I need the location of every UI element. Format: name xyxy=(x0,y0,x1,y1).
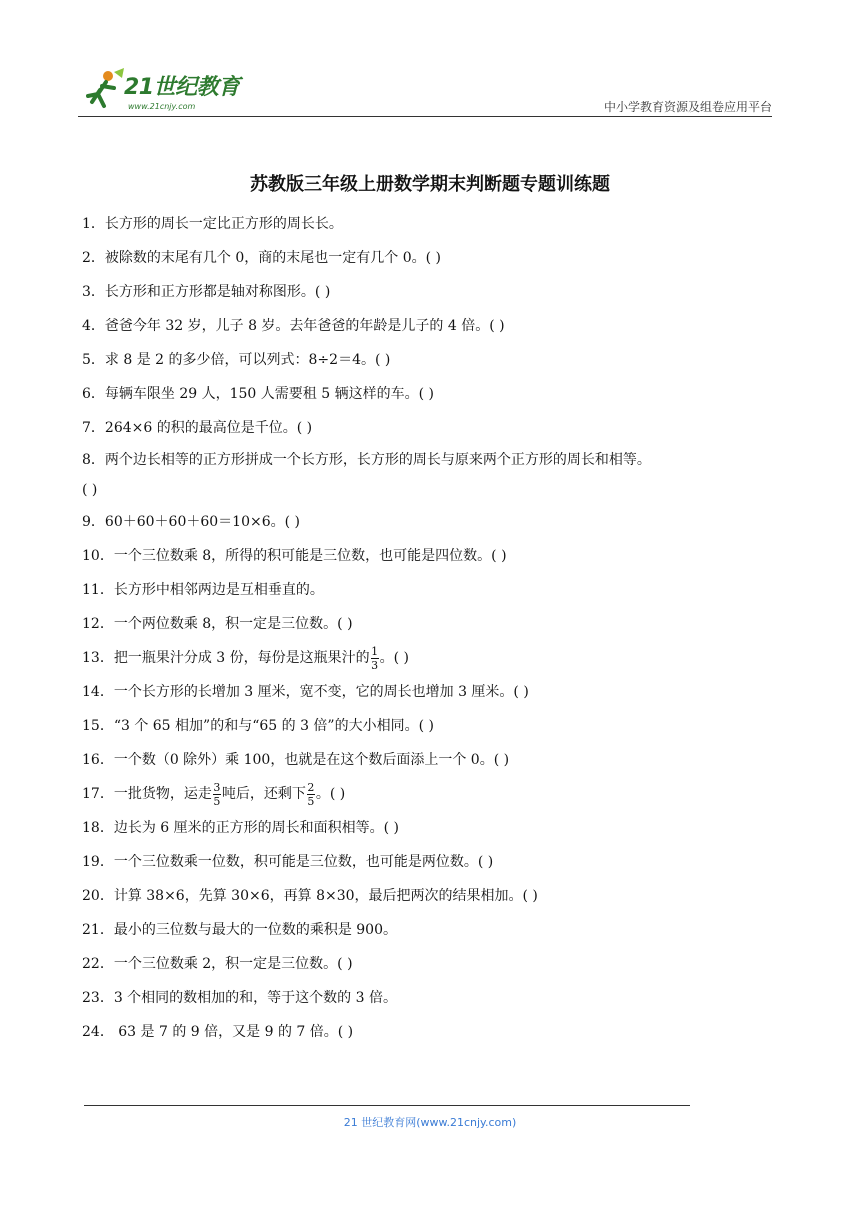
fraction-numerator: 1 xyxy=(371,644,379,658)
runner-logo-icon xyxy=(78,66,126,114)
logo xyxy=(78,62,278,114)
question-text: 吨后，还剩下 xyxy=(221,786,306,802)
header-divider xyxy=(78,116,772,117)
fraction xyxy=(213,782,221,807)
question-item: 5．求 8 是 2 的多少倍，可以列式：8÷2＝4。( ) xyxy=(82,352,391,368)
question-item: 19．一个三位数乘一位数，积可能是三位数，也可能是两位数。( ) xyxy=(82,854,494,870)
fraction xyxy=(371,646,379,671)
fraction-denominator: 5 xyxy=(213,794,221,808)
question-tail: 。( ) xyxy=(379,650,409,666)
question-item: 18．边长为 6 厘米的正方形的周长和面积相等。( ) xyxy=(82,820,399,836)
footer-divider xyxy=(84,1105,690,1106)
question-item: 14．一个长方形的长增加 3 厘米，宽不变，它的周长也增加 3 厘米。( ) xyxy=(82,684,529,700)
question-item xyxy=(82,777,782,811)
fraction-numerator: 2 xyxy=(307,780,315,794)
question-item: 23．3 个相同的数相加的和，等于这个数的 3 倍。 xyxy=(82,990,397,1006)
question-item: 12．一个两位数乘 8，积一定是三位数。( ) xyxy=(82,616,353,632)
question-item: 9．60＋60＋60＋60＝10×6。( ) xyxy=(82,514,300,530)
logo-url: www.21cnjy.com xyxy=(128,102,196,111)
question-item: 1．长方形的周长一定比正方形的周长长。 xyxy=(82,216,343,232)
question-text: 13．把一瓶果汁分成 3 份，每份是这瓶果汁的 xyxy=(82,650,370,666)
question-item: 21．最小的三位数与最大的一位数的乘积是 900。 xyxy=(82,922,397,938)
question-item: 10．一个三位数乘 8，所得的积可能是三位数，也可能是四位数。( ) xyxy=(82,548,507,564)
platform-label: 中小学教育资源及组卷应用平台 xyxy=(603,100,772,114)
question-item: 4．爸爸今年 32 岁，儿子 8 岁。去年爸爸的年龄是儿子的 4 倍。( ) xyxy=(82,318,505,334)
question-item: 24． 63 是 7 的 9 倍，又是 9 的 7 倍。( ) xyxy=(82,1024,354,1040)
question-item: 20．计算 38×6，先算 30×6，再算 8×30，最后把两次的结果相加。( ) xyxy=(82,888,538,904)
question-item: 11．长方形中相邻两边是互相垂直的。 xyxy=(82,582,324,598)
question-tail: 。( ) xyxy=(315,786,346,802)
question-item: 2．被除数的末尾有几个 0，商的末尾也一定有几个 0。( ) xyxy=(82,250,441,266)
fraction-denominator: 3 xyxy=(371,658,379,672)
logo-text: 21世纪教育 xyxy=(124,75,240,100)
fraction-denominator: 5 xyxy=(307,794,315,808)
question-item: 16．一个数（0 除外）乘 100，也就是在这个数后面添上一个 0。( ) xyxy=(82,752,510,768)
page-header xyxy=(78,62,772,120)
footer-link[interactable]: 21 世纪教育网(www.21cnjy.com) xyxy=(343,1116,517,1129)
page-title: 苏教版三年级上册数学期末判断题专题训练题 xyxy=(250,174,610,195)
question-item: 22．一个三位数乘 2，积一定是三位数。( ) xyxy=(82,956,353,972)
fraction xyxy=(307,782,315,807)
question-item: 15．“3 个 65 相加”的和与“65 的 3 倍”的大小相同。( ) xyxy=(82,718,434,734)
question-item-continuation: ( ) xyxy=(82,482,98,498)
question-item xyxy=(82,641,782,675)
fraction-numerator: 3 xyxy=(213,780,221,794)
question-text: 17．一批货物，运走 xyxy=(82,786,212,802)
question-item: 3．长方形和正方形都是轴对称图形。( ) xyxy=(82,284,331,300)
question-item: 8．两个边长相等的正方形拼成一个长方形，长方形的周长与原来两个正方形的周长和相等。 xyxy=(82,452,651,468)
question-item: 7．264×6 的积的最高位是千位。( ) xyxy=(82,420,313,436)
question-item: 6．每辆车限坐 29 人，150 人需要租 5 辆这样的车。( ) xyxy=(82,386,434,402)
question-list xyxy=(82,207,782,1049)
